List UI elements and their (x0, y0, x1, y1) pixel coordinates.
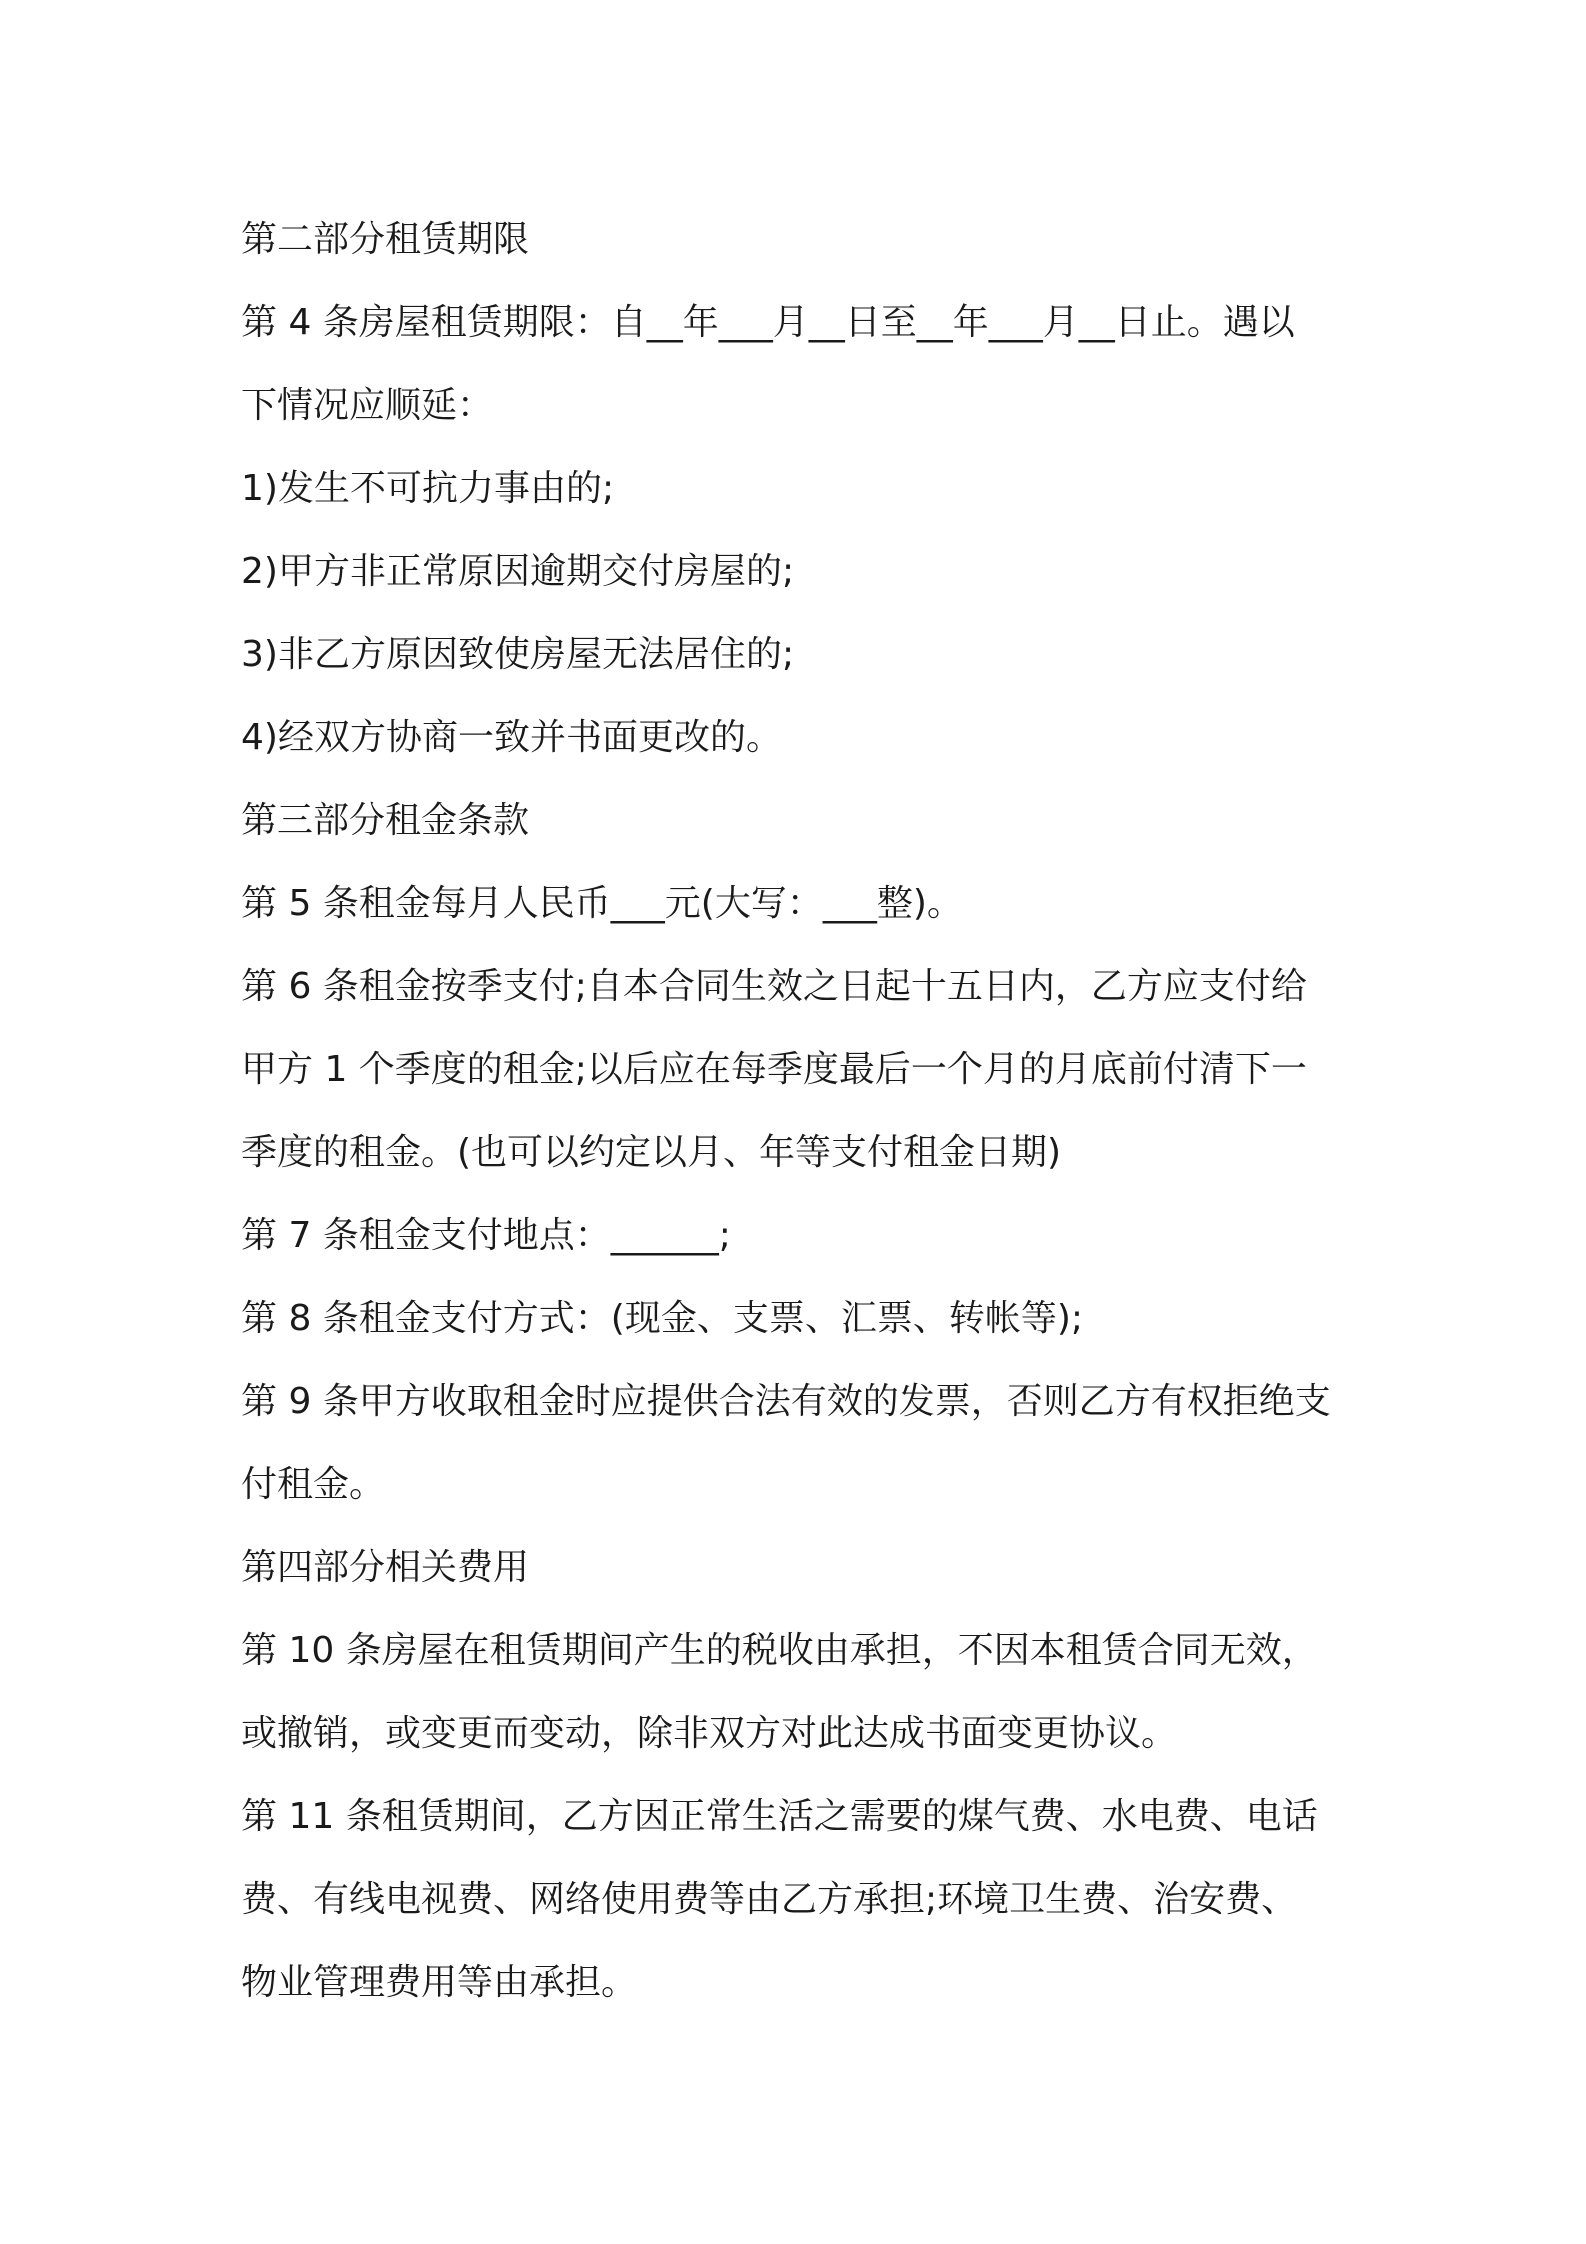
article-5: 第 5 条租金每月人民币___元(大写：___整)。 (241, 883, 963, 924)
list-item-1: 1)发生不可抗力事由的; (241, 468, 615, 509)
list-item-4: 4)经双方协商一致并书面更改的。 (241, 717, 782, 758)
article-11-line-2: 费、有线电视费、网络使用费等由乙方承担;环境卫生费、治安费、 (241, 1879, 1298, 1920)
article-8: 第 8 条租金支付方式：(现金、支票、汇票、转帐等); (241, 1298, 1084, 1339)
article-9-line-2: 付租金。 (241, 1464, 386, 1505)
document-body (241, 198, 1361, 2024)
section-heading-rent-terms: 第三部分租金条款 (241, 800, 530, 841)
article-4-line-1: 第 4 条房屋租赁期限：自__年___月__日至__年___月__日止。遇以 (241, 302, 1295, 343)
article-6-line-2: 甲方 1 个季度的租金;以后应在每季度最后一个月的月底前付清下一 (241, 1049, 1307, 1090)
article-4-line-2: 下情况应顺延： (241, 385, 494, 426)
article-6-line-3: 季度的租金。(也可以约定以月、年等支付租金日期) (241, 1132, 1062, 1173)
article-10-line-2: 或撤销，或变更而变动，除非双方对此达成书面变更协议。 (241, 1713, 1178, 1754)
section-heading-related-fees: 第四部分相关费用 (241, 1547, 530, 1588)
list-item-3: 3)非乙方原因致使房屋无法居住的; (241, 634, 795, 675)
list-item-2: 2)甲方非正常原因逾期交付房屋的; (241, 551, 795, 592)
article-7: 第 7 条租金支付地点：______; (241, 1215, 731, 1256)
article-6-line-1: 第 6 条租金按季支付;自本合同生效之日起十五日内，乙方应支付给 (241, 966, 1307, 1007)
article-11-line-3: 物业管理费用等由承担。 (241, 1962, 638, 2003)
article-10-line-1: 第 10 条房屋在租赁期间产生的税收由承担，不因本租赁合同无效， (241, 1630, 1318, 1671)
article-9-line-1: 第 9 条甲方收取租金时应提供合法有效的发票，否则乙方有权拒绝支 (241, 1381, 1331, 1422)
article-11-line-1: 第 11 条租赁期间，乙方因正常生活之需要的煤气费、水电费、电话 (241, 1796, 1318, 1837)
section-heading-lease-term: 第二部分租赁期限 (241, 219, 530, 260)
